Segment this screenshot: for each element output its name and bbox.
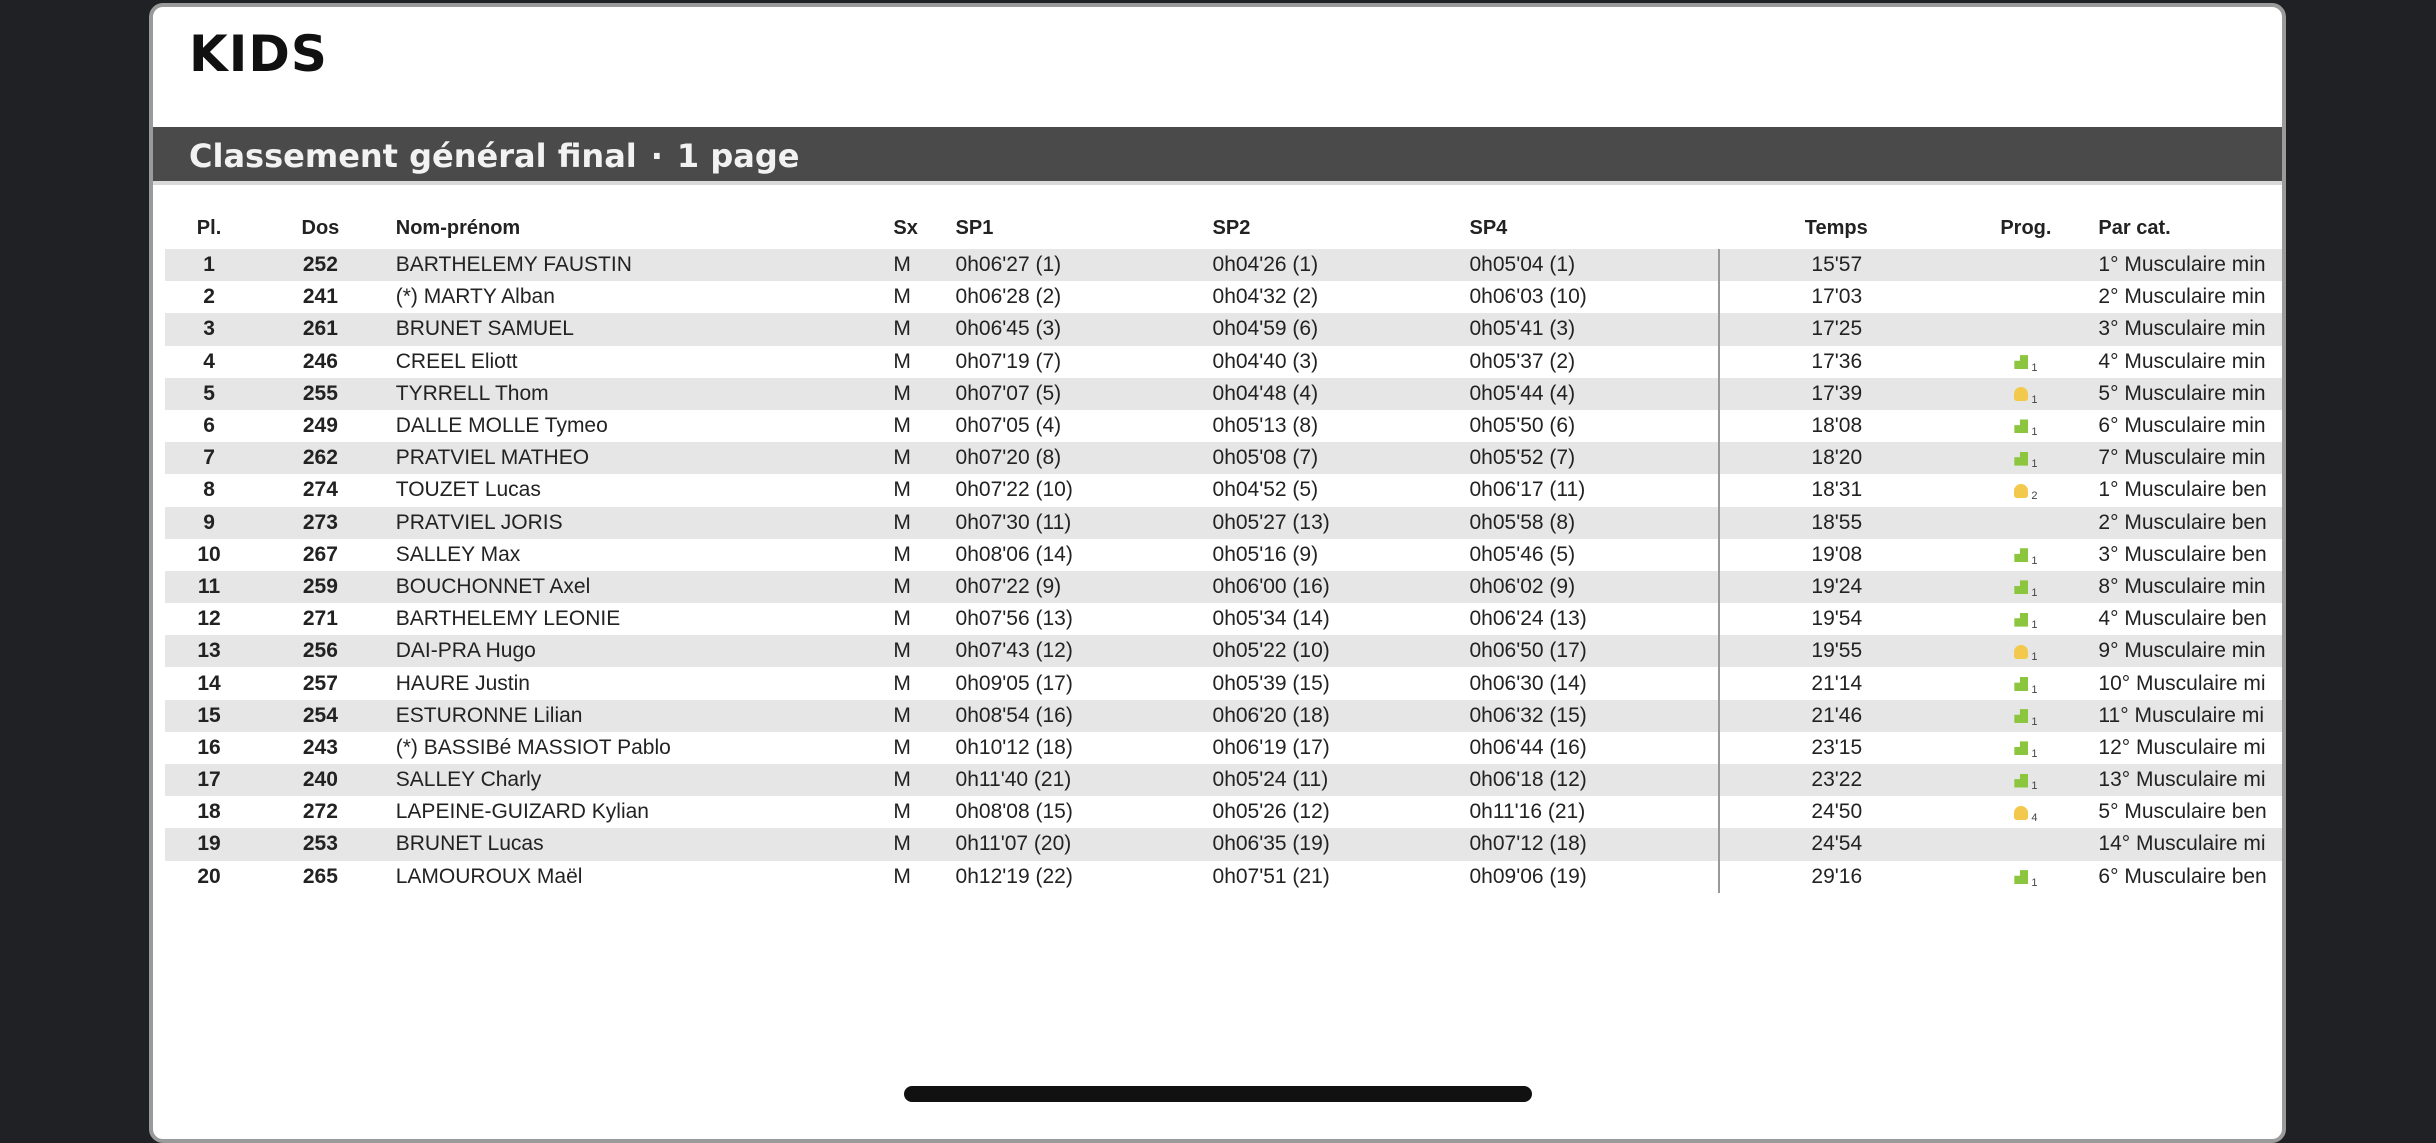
- cell-prog: [1953, 571, 2098, 603]
- cell-time: 19'55: [1811, 639, 1863, 663]
- cell-sex: M: [893, 607, 911, 631]
- cell-bib: 253: [302, 832, 338, 856]
- progress-up-icon: [2014, 870, 2028, 884]
- cell-prog: [1953, 603, 2098, 635]
- cell-sp4: 0h11'16 (21): [1469, 796, 1719, 828]
- cell-sp4: 0h06'44 (16): [1469, 732, 1719, 764]
- cell-sex: M: [893, 671, 911, 695]
- cell-place: 9: [203, 510, 215, 534]
- cell-name: TOUZET Lucas: [395, 478, 541, 502]
- progress-count: 1: [2031, 651, 2038, 664]
- progress-up-icon: [2014, 677, 2028, 691]
- col-header-nom[interactable]: Nom-prénom: [395, 216, 521, 239]
- cell-sp2: 0h04'48 (4): [1212, 381, 1319, 405]
- col-header-prog[interactable]: Prog.: [2000, 216, 2052, 239]
- cell-sp1: 0h07'20 (8): [955, 446, 1062, 470]
- page-count: 1 page: [676, 137, 800, 175]
- cell-bib: 272: [302, 800, 338, 824]
- cell-prog: [1953, 764, 2098, 796]
- cell-time: 19'54: [1811, 607, 1863, 631]
- cell-category: 6° Musculaire min: [2098, 414, 2266, 438]
- progress-up-icon: [2014, 355, 2028, 369]
- cell-bib: 274: [302, 478, 338, 502]
- cell-sp1: 0h11'40 (21): [955, 768, 1072, 792]
- cell-sp4: 0h06'02 (9): [1469, 571, 1719, 603]
- classement-banner: [153, 127, 2282, 185]
- cell-name: BARTHELEMY FAUSTIN: [395, 253, 632, 277]
- progress-up-icon: [2014, 709, 2028, 723]
- cell-sp4: 0h05'37 (2): [1469, 346, 1719, 378]
- progress-up-icon: [2014, 741, 2028, 755]
- cell-sp4: 0h07'12 (18): [1469, 828, 1719, 860]
- cell-time: 19'08: [1811, 542, 1863, 566]
- cell-sex: M: [893, 864, 911, 888]
- cell-prog: [1953, 828, 2098, 860]
- cell-category: 2° Musculaire min: [2098, 285, 2266, 309]
- progress-count: 1: [2031, 426, 2038, 439]
- cell-sp2: 0h04'40 (3): [1212, 349, 1319, 373]
- cell-category: 14° Musculaire mi: [2098, 832, 2266, 856]
- table-row[interactable]: [165, 410, 2285, 442]
- cell-category: 5° Musculaire min: [2098, 381, 2266, 405]
- cell-name: BOUCHONNET Axel: [395, 574, 591, 598]
- cell-sp2: 0h05'39 (15): [1212, 671, 1330, 695]
- cell-time: 17'03: [1811, 285, 1863, 309]
- cell-time: 18'31: [1811, 478, 1863, 502]
- cell-sex: M: [893, 542, 911, 566]
- cell-sp2: 0h04'52 (5): [1212, 478, 1319, 502]
- table-row[interactable]: [165, 732, 2285, 764]
- cell-bib: 273: [302, 510, 338, 534]
- right-letterbox: [2288, 0, 2436, 1125]
- cell-time: 23'15: [1811, 735, 1863, 759]
- table-row[interactable]: [165, 313, 2285, 345]
- cell-sp2: 0h06'19 (17): [1212, 735, 1330, 759]
- progress-count: 2: [2031, 490, 2038, 503]
- cell-bib: 240: [302, 768, 338, 792]
- progress-down-icon: [2014, 484, 2028, 498]
- progress-count: 1: [2031, 619, 2038, 632]
- progress-down-icon: [2014, 387, 2028, 401]
- table-row[interactable]: [165, 346, 2285, 378]
- table-row[interactable]: [165, 861, 2285, 893]
- cell-time: 29'16: [1811, 864, 1863, 888]
- cell-prog: [1953, 635, 2098, 667]
- progress-up-icon: [2014, 548, 2028, 562]
- progress-count: 1: [2031, 747, 2038, 760]
- cell-category: 4° Musculaire min: [2098, 349, 2266, 373]
- cell-sex: M: [893, 832, 911, 856]
- cell-place: 16: [197, 735, 221, 759]
- cell-sp2: 0h05'08 (7): [1212, 446, 1319, 470]
- banner-title: Classement général final: [189, 137, 637, 175]
- cell-sp2: 0h07'51 (21): [1212, 864, 1330, 888]
- cell-category: 2° Musculaire ben: [2098, 510, 2267, 534]
- col-header-sx[interactable]: Sx: [893, 216, 918, 239]
- cell-prog: [1953, 667, 2098, 699]
- cell-bib: 262: [302, 446, 338, 470]
- cell-name: BRUNET Lucas: [395, 832, 544, 856]
- cell-sp2: 0h05'22 (10): [1212, 639, 1330, 663]
- progress-down-icon: [2014, 645, 2028, 659]
- cell-sp4: 0h05'58 (8): [1469, 507, 1719, 539]
- cell-name: PRATVIEL JORIS: [395, 510, 563, 534]
- cell-sp4: 0h06'03 (10): [1469, 281, 1719, 313]
- cell-prog: [1953, 313, 2098, 345]
- cell-sp1: 0h12'19 (22): [955, 864, 1073, 888]
- cell-bib: 271: [302, 607, 338, 631]
- cell-sp4: 0h09'06 (19): [1469, 861, 1719, 893]
- cell-sex: M: [893, 510, 911, 534]
- cell-sex: M: [893, 800, 911, 824]
- cell-sp2: 0h05'13 (8): [1212, 414, 1319, 438]
- progress-up-icon: [2014, 419, 2028, 433]
- cell-sp2: 0h06'35 (19): [1212, 832, 1330, 856]
- cell-sex: M: [893, 703, 911, 727]
- col-header-pl[interactable]: Pl.: [196, 216, 222, 239]
- cell-prog: [1953, 249, 2098, 281]
- cell-prog: [1953, 539, 2098, 571]
- table-row[interactable]: [165, 571, 2285, 603]
- cell-name: BARTHELEMY LEONIE: [395, 607, 621, 631]
- cell-sp4: 0h05'41 (3): [1469, 313, 1719, 345]
- cell-prog: [1953, 700, 2098, 732]
- cell-bib: 257: [302, 671, 338, 695]
- col-header-sp2[interactable]: SP2: [1212, 216, 1251, 239]
- cell-category: 3° Musculaire min: [2098, 317, 2266, 341]
- cell-category: 6° Musculaire ben: [2098, 864, 2267, 888]
- progress-up-icon: [2014, 452, 2028, 466]
- cell-sex: M: [893, 414, 911, 438]
- results-body: [165, 249, 2285, 893]
- cell-sp1: 0h09'05 (17): [955, 671, 1073, 695]
- page-title: KIDS: [189, 25, 328, 83]
- progress-count: 1: [2031, 715, 2038, 728]
- cell-sp2: 0h05'26 (12): [1212, 800, 1330, 824]
- cell-place: 5: [203, 381, 215, 405]
- table-row[interactable]: [165, 442, 2285, 474]
- cell-sp1: 0h10'12 (18): [955, 735, 1073, 759]
- results-table: [165, 207, 2285, 893]
- progress-up-icon: [2014, 774, 2028, 788]
- cell-sp4: 0h06'32 (15): [1469, 700, 1719, 732]
- table-row[interactable]: [165, 378, 2285, 410]
- table-row[interactable]: [165, 281, 2285, 313]
- cell-bib: 246: [302, 349, 338, 373]
- cell-place: 4: [203, 349, 215, 373]
- cell-time: 18'20: [1811, 446, 1863, 470]
- progress-up-icon: [2014, 580, 2028, 594]
- cell-name: DAI-PRA Hugo: [395, 639, 536, 663]
- cell-category: 12° Musculaire mi: [2098, 735, 2266, 759]
- cell-sp2: 0h06'20 (18): [1212, 703, 1330, 727]
- cell-bib: 249: [302, 414, 338, 438]
- cell-name: (*) BASSIBé MASSIOT Pablo: [395, 735, 671, 759]
- cell-sp2: 0h04'26 (1): [1212, 253, 1319, 277]
- progress-count: 1: [2031, 876, 2038, 889]
- cell-sp1: 0h07'07 (5): [955, 381, 1062, 405]
- cell-category: 4° Musculaire ben: [2098, 607, 2267, 631]
- cell-sp4: 0h05'04 (1): [1469, 249, 1719, 281]
- cell-category: 11° Musculaire mi: [2098, 703, 2264, 727]
- cell-sex: M: [893, 381, 911, 405]
- progress-count: 1: [2031, 586, 2038, 599]
- cell-category: 3° Musculaire ben: [2098, 542, 2267, 566]
- progress-count: 1: [2031, 458, 2038, 471]
- cell-bib: 255: [302, 381, 338, 405]
- cell-time: 24'54: [1811, 832, 1863, 856]
- cell-time: 19'24: [1811, 574, 1863, 598]
- cell-place: 17: [197, 768, 221, 792]
- col-header-sp1[interactable]: SP1: [955, 216, 994, 239]
- cell-sex: M: [893, 349, 911, 373]
- left-letterbox: [0, 0, 149, 1125]
- cell-sp4: 0h05'50 (6): [1469, 410, 1719, 442]
- cell-sp2: 0h06'00 (16): [1212, 574, 1330, 598]
- cell-sp2: 0h04'32 (2): [1212, 285, 1319, 309]
- cell-category: 1° Musculaire min: [2098, 253, 2266, 277]
- cell-sp4: 0h05'46 (5): [1469, 539, 1719, 571]
- cell-place: 2: [203, 285, 215, 309]
- cell-sp4: 0h06'24 (13): [1469, 603, 1719, 635]
- table-row[interactable]: [165, 700, 2285, 732]
- progress-count: 4: [2031, 812, 2038, 825]
- cell-name: SALLEY Charly: [395, 768, 542, 792]
- cell-sp1: 0h06'28 (2): [955, 285, 1062, 309]
- cell-prog: [1953, 346, 2098, 378]
- banner-separator: ·: [650, 137, 663, 175]
- cell-sp4: 0h06'18 (12): [1469, 764, 1719, 796]
- table-row[interactable]: [165, 796, 2285, 828]
- cell-place: 3: [203, 317, 215, 341]
- cell-time: 17'36: [1811, 349, 1863, 373]
- cell-name: LAMOUROUX Maël: [395, 864, 583, 888]
- cell-prog: [1953, 378, 2098, 410]
- cell-prog: [1953, 442, 2098, 474]
- cell-bib: 256: [302, 639, 338, 663]
- cell-sex: M: [893, 446, 911, 470]
- table-header-row: [165, 207, 2285, 249]
- cell-sp1: 0h07'56 (13): [955, 607, 1073, 631]
- cell-place: 20: [197, 864, 221, 888]
- cell-sp4: 0h05'52 (7): [1469, 442, 1719, 474]
- cell-sp2: 0h05'27 (13): [1212, 510, 1330, 534]
- cell-sp4: 0h06'30 (14): [1469, 667, 1719, 699]
- table-row[interactable]: [165, 828, 2285, 860]
- cell-bib: 267: [302, 542, 338, 566]
- table-row[interactable]: [165, 507, 2285, 539]
- cell-sex: M: [893, 574, 911, 598]
- progress-count: 1: [2031, 361, 2038, 374]
- cell-place: 13: [197, 639, 221, 663]
- cell-sp4: 0h06'17 (11): [1469, 474, 1719, 506]
- cell-name: TYRRELL Thom: [395, 381, 549, 405]
- cell-sp4: 0h05'44 (4): [1469, 378, 1719, 410]
- cell-sp2: 0h04'59 (6): [1212, 317, 1319, 341]
- cell-bib: 252: [302, 253, 338, 277]
- cell-prog: [1953, 281, 2098, 313]
- cell-bib: 254: [302, 703, 338, 727]
- cell-sp1: 0h06'27 (1): [955, 253, 1062, 277]
- table-row[interactable]: [165, 635, 2285, 667]
- cell-place: 12: [197, 607, 221, 631]
- cell-sp1: 0h08'06 (14): [955, 542, 1073, 566]
- progress-count: 1: [2031, 554, 2038, 567]
- cell-name: BRUNET SAMUEL: [395, 317, 574, 341]
- cell-time: 17'25: [1811, 317, 1863, 341]
- cell-place: 10: [197, 542, 221, 566]
- cell-name: LAPEINE-GUIZARD Kylian: [395, 800, 649, 824]
- cell-sex: M: [893, 253, 911, 277]
- cell-prog: [1953, 796, 2098, 828]
- cell-sex: M: [893, 317, 911, 341]
- cell-sp1: 0h08'08 (15): [955, 800, 1073, 824]
- cell-place: 14: [197, 671, 221, 695]
- table-row[interactable]: [165, 474, 2285, 506]
- progress-count: 1: [2031, 393, 2038, 406]
- cell-name: PRATVIEL MATHEO: [395, 446, 590, 470]
- table-row[interactable]: [165, 539, 2285, 571]
- cell-category: 8° Musculaire min: [2098, 574, 2266, 598]
- cell-sp1: 0h07'30 (11): [955, 510, 1072, 534]
- table-row[interactable]: [165, 667, 2285, 699]
- cell-sp2: 0h05'24 (11): [1212, 768, 1329, 792]
- cell-bib: 243: [302, 735, 338, 759]
- cell-name: ESTURONNE Lilian: [395, 703, 583, 727]
- cell-sex: M: [893, 639, 911, 663]
- cell-name: (*) MARTY Alban: [395, 285, 555, 309]
- cell-time: 17'39: [1811, 381, 1863, 405]
- cell-sp2: 0h05'34 (14): [1212, 607, 1330, 631]
- cell-time: 21'46: [1811, 703, 1863, 727]
- cell-bib: 241: [302, 285, 338, 309]
- cell-category: 1° Musculaire ben: [2098, 478, 2267, 502]
- cell-sp1: 0h07'43 (12): [955, 639, 1073, 663]
- cell-time: 21'14: [1811, 671, 1863, 695]
- cell-category: 5° Musculaire ben: [2098, 800, 2267, 824]
- cell-bib: 259: [302, 574, 338, 598]
- cell-name: DALLE MOLLE Tymeo: [395, 414, 608, 438]
- cell-prog: [1953, 507, 2098, 539]
- cell-place: 6: [203, 414, 215, 438]
- cell-prog: [1953, 861, 2098, 893]
- cell-place: 18: [197, 800, 221, 824]
- cell-sp2: 0h05'16 (9): [1212, 542, 1319, 566]
- table-row[interactable]: [165, 603, 2285, 635]
- col-header-dos[interactable]: Dos: [301, 216, 340, 239]
- cell-name: SALLEY Max: [395, 542, 521, 566]
- progress-count: 1: [2031, 683, 2038, 696]
- cell-category: 7° Musculaire min: [2098, 446, 2266, 470]
- cell-place: 1: [203, 253, 215, 277]
- table-row[interactable]: [165, 249, 2285, 281]
- cell-prog: [1953, 474, 2098, 506]
- cell-sp1: 0h07'19 (7): [955, 349, 1062, 373]
- results-page[interactable]: [149, 3, 2286, 1143]
- col-header-cat[interactable]: Par cat.: [2098, 216, 2171, 239]
- cell-time: 18'08: [1811, 414, 1863, 438]
- cell-place: 8: [203, 478, 215, 502]
- cell-sp1: 0h07'22 (9): [955, 574, 1062, 598]
- progress-count: 1: [2031, 780, 2038, 793]
- cell-name: CREEL Eliott: [395, 349, 518, 373]
- col-header-sp4[interactable]: SP4: [1469, 216, 1508, 239]
- cell-name: HAURE Justin: [395, 671, 530, 695]
- cell-time: 15'57: [1811, 253, 1863, 277]
- cell-bib: 261: [302, 317, 338, 341]
- cell-place: 15: [197, 703, 221, 727]
- home-indicator[interactable]: [904, 1086, 1532, 1102]
- cell-place: 11: [197, 574, 221, 598]
- cell-category: 10° Musculaire mi: [2098, 671, 2266, 695]
- cell-sp1: 0h07'05 (4): [955, 414, 1062, 438]
- cell-sex: M: [893, 768, 911, 792]
- cell-category: 13° Musculaire mi: [2098, 768, 2266, 792]
- cell-sp4: 0h06'50 (17): [1469, 635, 1719, 667]
- cell-sex: M: [893, 478, 911, 502]
- cell-sp1: 0h08'54 (16): [955, 703, 1073, 727]
- progress-up-icon: [2014, 613, 2028, 627]
- cell-time: 23'22: [1811, 768, 1863, 792]
- cell-sp1: 0h07'22 (10): [955, 478, 1073, 502]
- cell-place: 7: [203, 446, 215, 470]
- cell-prog: [1953, 410, 2098, 442]
- table-row[interactable]: [165, 764, 2285, 796]
- cell-prog: [1953, 732, 2098, 764]
- cell-sex: M: [893, 285, 911, 309]
- cell-place: 19: [197, 832, 221, 856]
- col-header-temps[interactable]: Temps: [1804, 216, 1868, 239]
- progress-down-icon: [2014, 806, 2028, 820]
- cell-sp1: 0h11'07 (20): [955, 832, 1072, 856]
- cell-time: 18'55: [1811, 510, 1863, 534]
- cell-sex: M: [893, 735, 911, 759]
- cell-category: 9° Musculaire min: [2098, 639, 2266, 663]
- cell-bib: 265: [302, 864, 338, 888]
- cell-sp1: 0h06'45 (3): [955, 317, 1062, 341]
- cell-time: 24'50: [1811, 800, 1863, 824]
